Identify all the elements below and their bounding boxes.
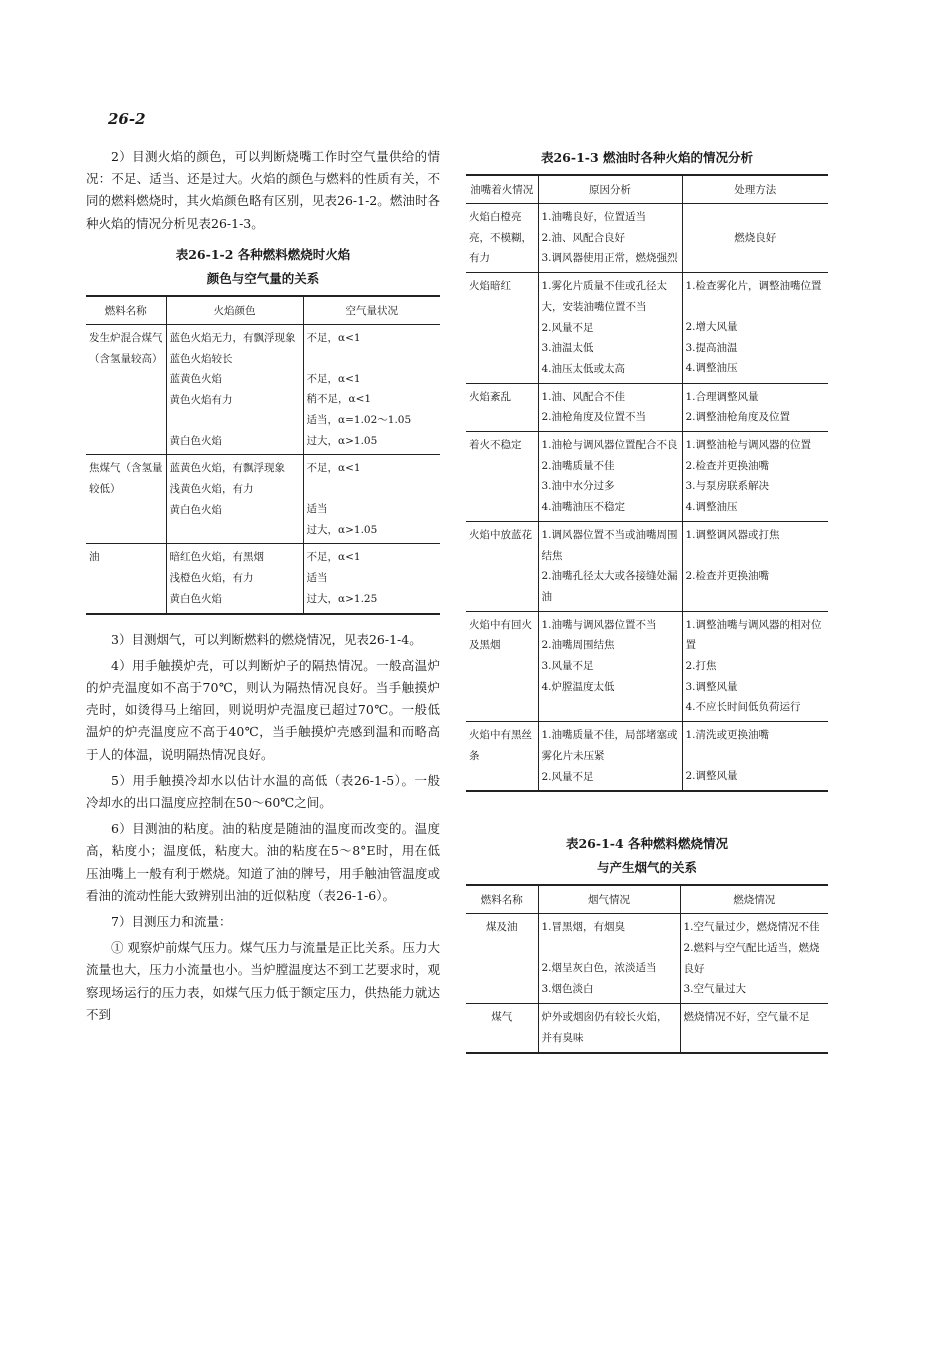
table-row (466, 914, 828, 1004)
column-header: 燃烧情况 (680, 885, 828, 914)
column-header: 烟气情况 (538, 885, 680, 914)
cause-analysis: 1.雾化片质量不佳或孔径太大，安装油嘴位置不当 2.风量不足 3.油温太低 4.油压太低或太高 (538, 273, 682, 384)
air-status: 不足，α<1 不足，α<1 稍不足，α<1 适当，α=1.02～1.05 过大，α>1.05 (303, 324, 440, 455)
flame-state: 火焰白橙亮亮，不模糊，有力 (466, 204, 538, 273)
column-header: 处理方法 (682, 175, 828, 204)
table-row (466, 432, 828, 522)
paragraph-5: 5）用手触摸冷却水以估计水温的高低（表26-1-5）。一般冷却水的出口温度应控制在50～60℃之间。 (86, 772, 440, 810)
paragraph-2: 2）目测火焰的颜色，可以判断烧嘴工作时空气量供给的情况：不足、适当、还是过大。火焰的颜色与燃料的性质有关，不同的燃料燃烧时，其火焰颜色略有区别，见表26-1-2。燃油时各种火焰的情况分析见表26-1-3。 (86, 149, 440, 231)
table-26-1-4 (466, 884, 828, 1053)
table-row (466, 204, 828, 273)
remedy: 1.合理调整风量 2.调整油枪角度及位置 (682, 383, 828, 431)
fuel-name: 焦煤气（含氢量较低） (86, 455, 166, 544)
table-26-1-4-caption: 表26-1-4 各种燃料燃烧情况 与产生烟气的关系 (565, 836, 729, 876)
remedy: 1.调整油枪与调风器的位置 2.检查并更换油嘴 3.与泵房联系解决 4.调整油压 (682, 432, 828, 522)
table-row (86, 544, 440, 614)
paragraph-6: 6）目测油的粘度。油的粘度是随油的温度而改变的。温度高，粘度小；温度低，粘度大。油的粘度在5～8°E时，用在低压油嘴上一般有利于燃烧。知道了油的牌号，用手触油管温度或看油的流动性能大致辨别出油的近似粘度（表26-1-6）。 (86, 821, 440, 903)
cause-analysis: 1.调风器位置不当或油嘴周围结焦 2.油嘴孔径太大或各接缝处漏油 (538, 521, 682, 611)
remedy: 1.检查雾化片，调整油嘴位置 2.增大风量 3.提高油温 4.调整油压 (682, 273, 828, 384)
table-row (86, 455, 440, 544)
flame-state: 火焰暗红 (466, 273, 538, 384)
column-header: 原因分析 (538, 175, 682, 204)
table-row (466, 273, 828, 384)
flame-state: 火焰中放蓝花 (466, 521, 538, 611)
table-row (86, 324, 440, 455)
burn-status: 1.空气量过少，燃烧情况不佳 2.燃料与空气配比适当，燃烧良好 3.空气量过大 (680, 914, 828, 1004)
table-26-1-3-caption: 表26-1-3 燃油时各种火焰的情况分析 (540, 150, 754, 165)
column-header: 燃料名称 (86, 296, 166, 325)
table-26-1-3 (466, 174, 828, 792)
flame-colors: 蓝黄色火焰，有飘浮现象 浅黄色火焰，有力 黄白色火焰 (166, 455, 303, 544)
table-26-1-2 (86, 295, 440, 615)
cause-analysis: 1.油、风配合不佳 2.油枪角度及位置不当 (538, 383, 682, 431)
column-header: 空气量状况 (303, 296, 440, 325)
left-column (86, 146, 440, 1030)
column-header: 燃料名称 (466, 885, 538, 914)
paragraph-8: ① 观察炉前煤气压力。煤气压力与流量是正比关系。压力大流量也大，压力小流量也小。当炉膛温度达不到工艺要求时，观察现场运行的压力表，如煤气压力低于额定压力，供热能力就达不到 (86, 940, 440, 1022)
remedy: 1.清洗或更换油嘴 2.调整风量 (682, 722, 828, 792)
fuel-name: 煤及油 (466, 914, 538, 1004)
cause-analysis: 1.油嘴良好，位置适当 2.油、风配合良好 3.调风器使用正常，燃烧强烈 (538, 204, 682, 273)
table-row (466, 1004, 828, 1053)
air-status: 不足，α<1 适当 过大，α>1.25 (303, 544, 440, 614)
column-header: 火焰颜色 (166, 296, 303, 325)
page-number: 26-2 (108, 110, 146, 128)
table-row (466, 383, 828, 431)
flame-state: 火焰紊乱 (466, 383, 538, 431)
air-status: 不足，α<1 适当 过大，α>1.05 (303, 455, 440, 544)
fuel-name: 油 (86, 544, 166, 614)
burn-status: 燃烧情况不好，空气量不足 (680, 1004, 828, 1053)
paragraph-4: 4）用手触摸炉壳，可以判断炉子的隔热情况。一般高温炉的炉壳温度如不高于70℃，则认为隔热情况良好。当手触摸炉壳时，如烫得马上缩回，则说明炉壳温度已超过70℃。一般低温炉的炉壳温度应不高于40℃，当手触摸炉壳感到温和而略高于人的体温，说明隔热情况良好。 (86, 657, 440, 762)
table-row (466, 521, 828, 611)
table-row (466, 722, 828, 792)
remedy: 燃烧良好 (682, 204, 828, 273)
table-row (466, 611, 828, 722)
flame-state: 火焰中有回火及黑烟 (466, 611, 538, 722)
fuel-name: 煤气 (466, 1004, 538, 1053)
flame-state: 着火不稳定 (466, 432, 538, 522)
paragraph-7: 7）目测压力和流量： (111, 913, 232, 929)
column-header: 油嘴着火情况 (466, 175, 538, 204)
cause-analysis: 1.油嘴质量不佳，局部堵塞或雾化片未压紧 2.风量不足 (538, 722, 682, 792)
cause-analysis: 1.油嘴与调风器位置不当 2.油嘴周围结焦 3.风量不足 4.炉膛温度太低 (538, 611, 682, 722)
right-column (466, 146, 828, 1054)
fuel-name: 发生炉混合煤气（含氢量较高） (86, 324, 166, 455)
cause-analysis: 1.油枪与调风器位置配合不良 2.油嘴质量不佳 3.油中水分过多 4.油嘴油压不稳定 (538, 432, 682, 522)
table-26-1-2-caption: 表26-1-2 各种燃料燃烧时火焰 颜色与空气量的关系 (175, 246, 351, 286)
remedy: 1.调整油嘴与调风器的相对位置 2.打焦 3.调整风量 4.不应长时间低负荷运行 (682, 611, 828, 722)
flame-state: 火焰中有黑丝条 (466, 722, 538, 792)
flame-colors: 暗红色火焰，有黑烟 浅橙色火焰，有力 黄白色火焰 (166, 544, 303, 614)
flame-colors: 蓝色火焰无力，有飘浮现象 蓝色火焰较长 蓝黄色火焰 黄色火焰有力 黄白色火焰 (166, 324, 303, 455)
smoke-status: 1.冒黑烟，有烟臭 2.烟呈灰白色，浓淡适当 3.烟色淡白 (538, 914, 680, 1004)
smoke-status: 炉外或烟囱仍有较长火焰，并有臭味 (538, 1004, 680, 1053)
remedy: 1.调整调风器或打焦 2.检查并更换油嘴 (682, 521, 828, 611)
paragraph-3: 3）目测烟气，可以判断燃料的燃烧情况，见表26-1-4。 (111, 631, 422, 647)
